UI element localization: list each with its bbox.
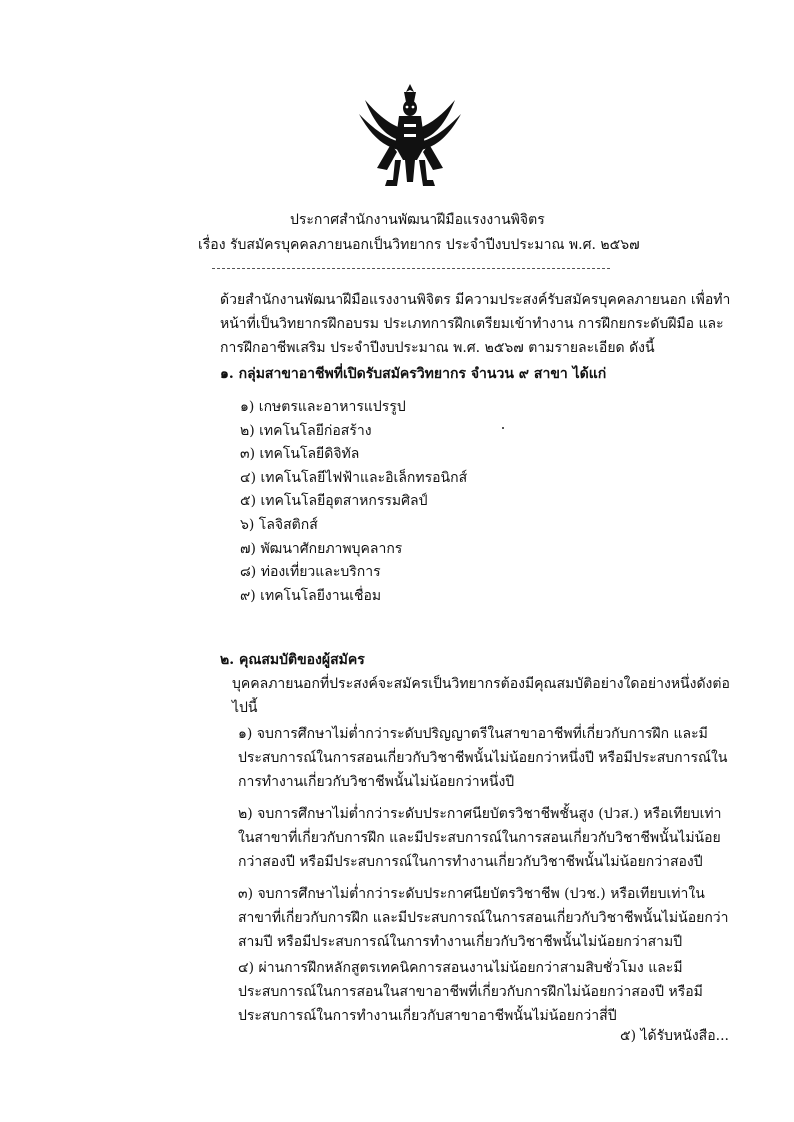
section1-heading: ๑. กลุ่มสาขาอาชีพที่เปิดรับสมัครวิทยากร จำนวน ๙ สาขา ได้แก่ — [220, 366, 607, 382]
list-item: ๖) โลจิสติกส์ — [240, 516, 318, 533]
intro-text: ด้วยสำนักงานพัฒนาฝีมือแรงงานพิจิตร มีความประสงค์รับสมัครบุคคลภายนอก เพื่อทำหน้าที่เป็นวิทยากรฝึกอบรม ประเภทการฝึกเตรียมเข้าทำงาน การฝึกยกระดับฝีมือ และการฝึกอาชีพเสริม ประจำปีงบประมาณ พ.ศ. ๒๕๖๗ ตามรายละเอียด ดังนี้ — [220, 292, 731, 356]
qualification-item: ๒) จบการศึกษาไม่ต่ำกว่าระดับประกาศนียบัตรวิชาชีพชั้นสูง (ปวส.) หรือเทียบเท่าในสาขาที่เกี่ยวกับการฝึก และมีประสบการณ์ในการสอนเกี่ยวกับวิชาชีพนั้นไม่น้อยกว่าสองปี หรือมีประสบการณ์ในการทำงานเกี่ยวกับวิชาชีพนั้นไม่น้อยกว่าสองปี — [238, 806, 722, 870]
qualification-item: ๑) จบการศึกษาไม่ต่ำกว่าระดับปริญญาตรีในสาขาอาชีพที่เกี่ยวกับการฝึก และมีประสบการณ์ในการสอนเกี่ยวกับวิชาชีพนั้นไม่น้อยกว่าหนึ่งปี หรือมีประสบการณ์ในการทำงานเกี่ยวกับวิชาชีพนั้นไม่น้อยกว่าหนึ่งปี — [238, 726, 728, 790]
section2-intro: บุคคลภายนอกที่ประสงค์จะสมัครเป็นวิทยากรต้องมีคุณสมบัติอย่างใดอย่างหนึ่งดังต่อไปนี้ — [232, 676, 730, 716]
qualification-item: ๔) ผ่านการฝึกหลักสูตรเทคนิคการสอนงานไม่น้อยกว่าสามสิบชั่วโมง และมีประสบการณ์ในการสอนในสาขาอาชีพที่เกี่ยวกับการฝึกไม่น้อยกว่าสองปี หรือมีประสบการณ์ในการทำงานเกี่ยวกับสาขาอาชีพนั้นไม่น้อยกว่าสี่ปี — [238, 960, 703, 1024]
document-title-line1: ประกาศสำนักงานพัฒนาฝีมือแรงงานพิจิตร — [290, 212, 545, 228]
intro-paragraph — [108, 288, 733, 386]
qualification-item: ๓) จบการศึกษาไม่ต่ำกว่าระดับประกาศนียบัตรวิชาชีพ (ปวช.) หรือเทียบเท่าในสาขาที่เกี่ยวกับการฝึก และมีประสบการณ์ในการสอนเกี่ยวกับวิชาชีพนั้นไม่น้อยกว่าสามปี หรือมีประสบการณ์ในการทำงานเกี่ยวกับวิชาชีพนั้นไม่น้อยกว่าสามปี — [238, 886, 729, 950]
qualifications-section — [108, 648, 733, 1028]
list-item: ๓) เทคโนโลยีดิจิทัล — [240, 446, 360, 463]
list-item: ๔) เทคโนโลยีไฟฟ้าและอิเล็กทรอนิกส์ — [240, 469, 468, 486]
garuda-emblem-icon — [355, 80, 465, 198]
occupation-list — [240, 396, 467, 608]
document-title-line2: เรื่อง รับสมัครบุคคลภายนอกเป็นวิทยากร ประจำปีงบประมาณ พ.ศ. ๒๕๖๗ — [198, 237, 640, 253]
list-item: ๒) เทคโนโลยีก่อสร้าง — [240, 422, 372, 439]
divider — [212, 268, 610, 269]
continuation-marker: ๕) ได้รับหนังสือ... — [620, 1028, 729, 1044]
list-item: ๙) เทคโนโลยีงานเชื่อม — [240, 587, 382, 604]
list-item: ๗) พัฒนาศักยภาพบุคลากร — [240, 540, 403, 557]
scan-speck — [502, 427, 504, 429]
list-item: ๕) เทคโนโลยีอุตสาหกรรมศิลป์ — [240, 493, 428, 510]
list-item: ๘) ท่องเที่ยวและบริการ — [240, 564, 381, 581]
list-item: ๑) เกษตรและอาหารแปรรูป — [240, 399, 406, 415]
section2-heading: ๒. คุณสมบัติของผู้สมัคร — [220, 652, 365, 668]
